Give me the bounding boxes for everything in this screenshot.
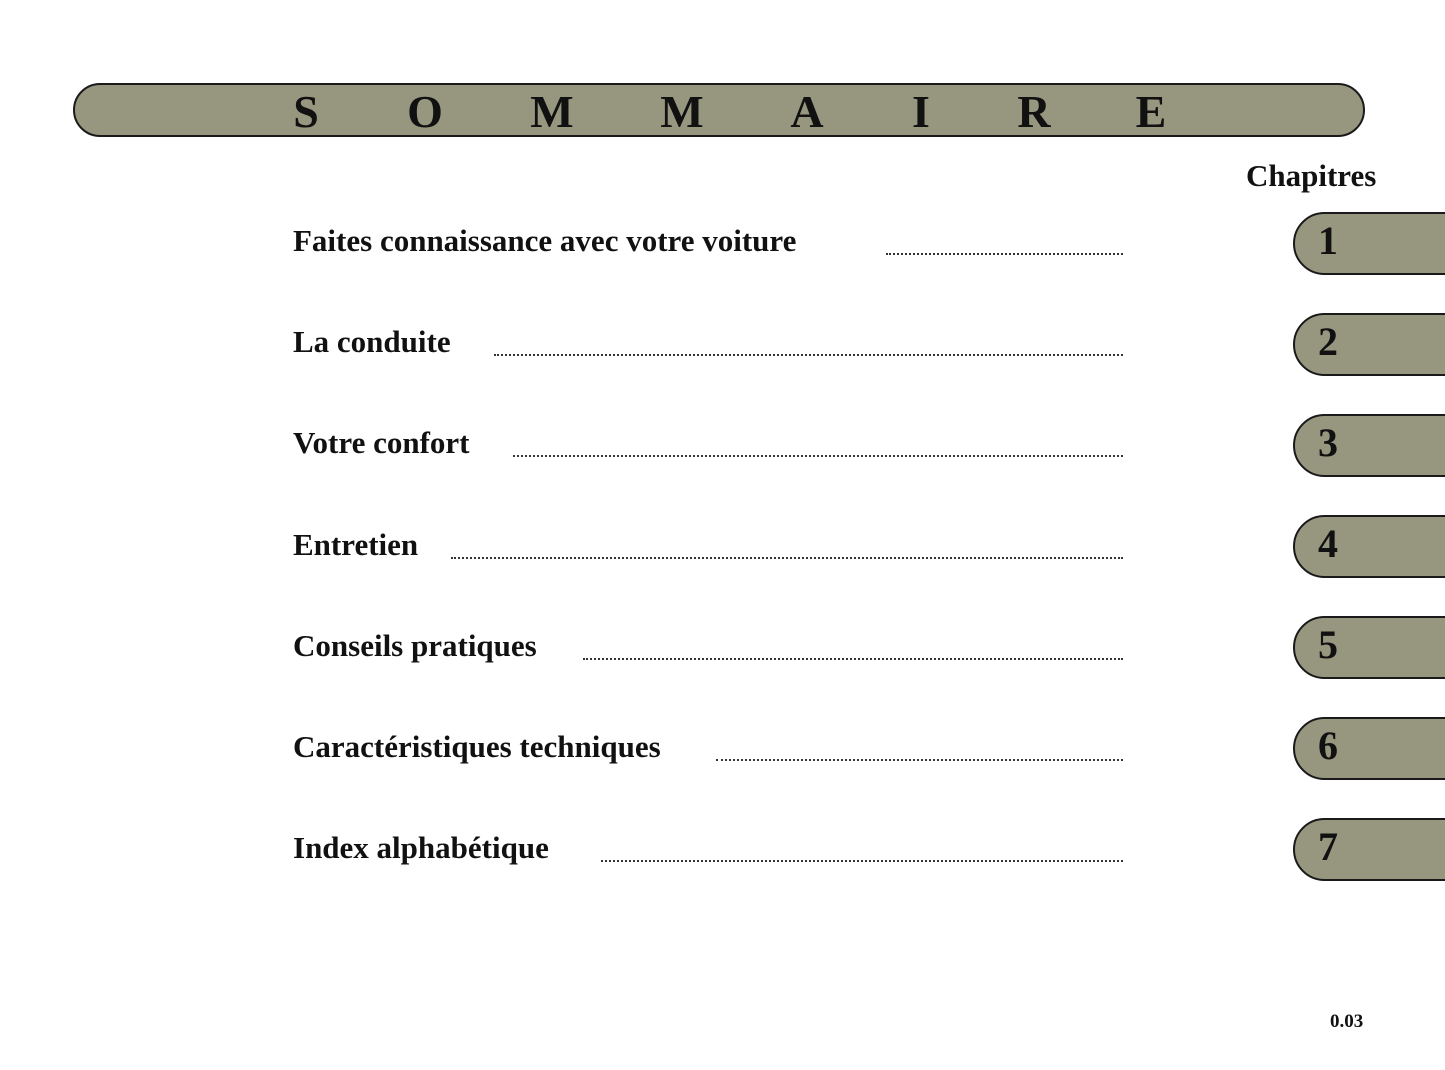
toc-entry[interactable] — [293, 324, 451, 364]
toc-entry-label[interactable]: La conduite — [293, 324, 451, 359]
title-letter: M — [530, 86, 574, 137]
toc-entry-label[interactable]: Caractéristiques techniques — [293, 729, 661, 764]
toc-entry[interactable] — [293, 223, 796, 263]
title-letter: M — [660, 86, 704, 137]
dot-leader — [601, 858, 1123, 862]
toc-entry[interactable] — [293, 425, 469, 465]
chapter-number: 1 — [1318, 218, 1338, 263]
toc-entry[interactable] — [293, 729, 661, 769]
toc-entry[interactable] — [293, 628, 537, 668]
title-letter: A — [790, 86, 824, 137]
chapter-tab-4[interactable] — [1293, 515, 1445, 578]
dot-leader — [451, 555, 1123, 559]
dot-leader — [886, 251, 1123, 255]
dot-leader — [513, 453, 1123, 457]
title-letter: R — [1017, 86, 1051, 137]
title-letter: I — [912, 86, 930, 137]
chapter-tab-3[interactable] — [1293, 414, 1445, 477]
toc-entry-label[interactable]: Faites connaissance avec votre voiture — [293, 223, 797, 258]
chapter-tab-2[interactable] — [1293, 313, 1445, 376]
chapter-number: 7 — [1318, 824, 1338, 869]
title-letter: E — [1135, 86, 1167, 137]
title-banner — [73, 83, 1365, 137]
title-letter: O — [407, 86, 443, 137]
chapter-number: 4 — [1318, 521, 1338, 566]
chapter-tab-6[interactable] — [1293, 717, 1445, 780]
page-number: 0.03 — [1330, 1011, 1364, 1032]
chapters-heading: Chapitres — [1246, 158, 1377, 193]
dot-leader — [716, 757, 1123, 761]
chapter-tab-5[interactable] — [1293, 616, 1445, 679]
title-letter: S — [293, 86, 319, 137]
chapter-tab-1[interactable] — [1293, 212, 1445, 275]
toc-entry[interactable] — [293, 527, 418, 567]
toc-entry-label[interactable]: Votre confort — [293, 425, 470, 460]
chapter-number: 6 — [1318, 723, 1338, 768]
chapter-number: 2 — [1318, 319, 1338, 364]
chapter-number: 3 — [1318, 420, 1338, 465]
toc-entry-label[interactable]: Index alphabétique — [293, 830, 549, 865]
chapter-tab-7[interactable] — [1293, 818, 1445, 881]
toc-entry[interactable] — [293, 830, 549, 870]
toc-entry-label[interactable]: Entretien — [293, 527, 419, 562]
chapter-number: 5 — [1318, 622, 1338, 667]
dot-leader — [494, 352, 1123, 356]
toc-entry-label[interactable]: Conseils pratiques — [293, 628, 537, 663]
dot-leader — [583, 656, 1123, 660]
